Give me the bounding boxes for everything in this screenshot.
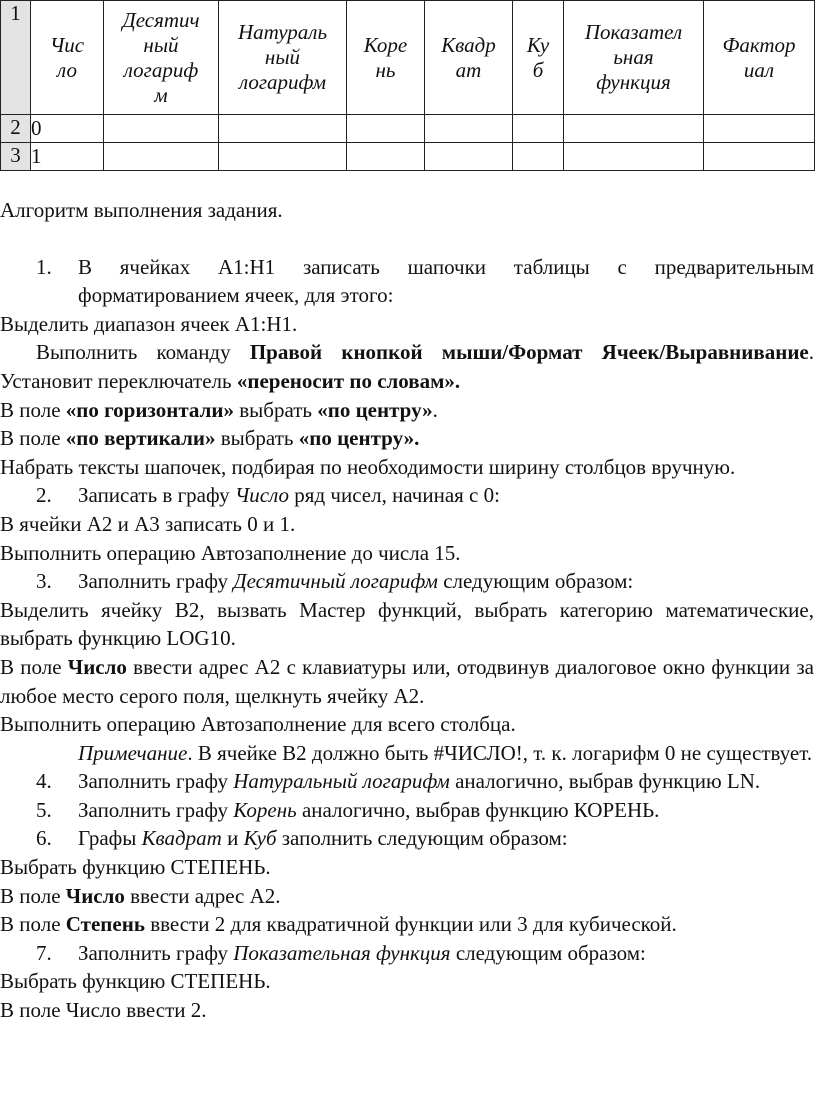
paragraph: В поле Число ввести адрес А2.	[0, 883, 281, 908]
step-5	[0, 796, 814, 825]
paragraph: В поле Число ввести адрес А2 с клавиатуры или, отодвинув диалоговое окно функции за любое место серого поля, щелкнуть ячейку А2.	[0, 654, 815, 708]
cell[interactable]	[513, 115, 564, 143]
header-cell-cube[interactable]: Ку б	[513, 1, 564, 115]
paragraph: Установит переключатель «переносит по словам».	[0, 368, 461, 393]
row-number: 1	[1, 1, 31, 115]
step-text: Записать в графу Число ряд чисел, начиная с 0:	[78, 483, 500, 508]
cell[interactable]	[104, 115, 219, 143]
step-number: 6.	[36, 826, 52, 851]
row-number: 3	[1, 143, 31, 171]
step-text: Заполнить графу Показательная функция следующим образом:	[78, 940, 646, 965]
step-6	[0, 824, 814, 853]
header-cell-root[interactable]: Коре нь	[347, 1, 425, 115]
paragraph: Выделить ячейку В2, вызвать Мастер функций, выбрать категорию математические, выбрать функцию LOG10.	[0, 597, 814, 651]
step-3	[0, 567, 814, 596]
intro-line: Алгоритм выполнения задания.	[0, 198, 283, 222]
step-text: Графы Квадрат и Куб заполнить следующим образом:	[78, 826, 568, 851]
table-row	[1, 115, 815, 143]
header-row	[1, 1, 815, 115]
paragraph: Выбрать функцию СТЕПЕНЬ.	[0, 969, 271, 994]
paragraph: В поле «по вертикали» выбрать «по центру».	[0, 426, 420, 451]
paragraph: В поле «по горизонтали» выбрать «по центру».	[0, 397, 438, 422]
cell[interactable]	[104, 143, 219, 171]
cell[interactable]	[513, 143, 564, 171]
paragraph: Выделить диапазон ячеек А1:Н1.	[0, 311, 298, 336]
cell-number[interactable]: 1	[31, 143, 104, 171]
paragraph: В ячейки А2 и А3 записать 0 и 1.	[0, 511, 296, 536]
cell[interactable]	[564, 115, 704, 143]
step-number: 7.	[36, 940, 52, 965]
header-cell-square[interactable]: Квадр ат	[425, 1, 513, 115]
spreadsheet-table	[0, 0, 815, 171]
cell[interactable]	[425, 115, 513, 143]
header-cell-factorial[interactable]: Фактор иал	[704, 1, 815, 115]
cell[interactable]	[347, 115, 425, 143]
cell[interactable]	[704, 143, 815, 171]
step-2	[0, 481, 814, 510]
cell[interactable]	[425, 143, 513, 171]
step-number: 1.	[36, 254, 52, 279]
paragraph: Выбрать функцию СТЕПЕНЬ.	[0, 855, 271, 880]
paragraph: Выполнить операцию Автозаполнение для всего столбца.	[0, 712, 516, 737]
row-number: 2	[1, 115, 31, 143]
table-row	[1, 143, 815, 171]
header-cell-number[interactable]: Чис ло	[31, 1, 104, 115]
step-4	[0, 767, 814, 796]
step-1	[0, 253, 814, 310]
cell[interactable]	[564, 143, 704, 171]
paragraph: Выполнить операцию Автозаполнение до числа 15.	[0, 540, 461, 565]
step-text: Заполнить графу Корень аналогично, выбрав функцию КОРЕНЬ.	[78, 797, 660, 822]
paragraph: Выполнить команду Правой кнопкой мыши/Формат Ячеек/Выравнивание.	[36, 340, 814, 365]
paragraph: В поле Степень ввести 2 для квадратичной функции или 3 для кубической.	[0, 912, 677, 937]
step-number: 3.	[36, 569, 52, 594]
step-number: 5.	[36, 797, 52, 822]
cell-number[interactable]: 0	[31, 115, 104, 143]
header-cell-natural-log[interactable]: Натураль ный логарифм	[219, 1, 347, 115]
step-number: 2.	[36, 483, 52, 508]
step-7	[0, 939, 814, 968]
header-cell-exponential[interactable]: Показател ьная функция	[564, 1, 704, 115]
header-cell-decimal-log[interactable]: Десятич ный логариф м	[104, 1, 219, 115]
instructions-text	[0, 196, 814, 1025]
step-text: В ячейках А1:Н1 записать шапочки таблицы с предварительным форматированием ячеек, для этого:	[78, 254, 814, 308]
paragraph: Набрать тексты шапочек, подбирая по необходимости ширину столбцов вручную.	[0, 454, 736, 479]
step-text: Заполнить графу Натуральный логарифм аналогично, выбрав функцию LN.	[78, 769, 761, 794]
step-number: 4.	[36, 769, 52, 794]
cell[interactable]	[219, 143, 347, 171]
paragraph: В поле Число ввести 2.	[0, 998, 207, 1023]
cell[interactable]	[704, 115, 815, 143]
cell[interactable]	[347, 143, 425, 171]
cell[interactable]	[219, 115, 347, 143]
note: Примечание. В ячейке В2 должно быть #ЧИСЛО!, т. к. логарифм 0 не существует.	[78, 740, 813, 765]
step-text: Заполнить графу Десятичный логарифм следующим образом:	[78, 569, 634, 594]
